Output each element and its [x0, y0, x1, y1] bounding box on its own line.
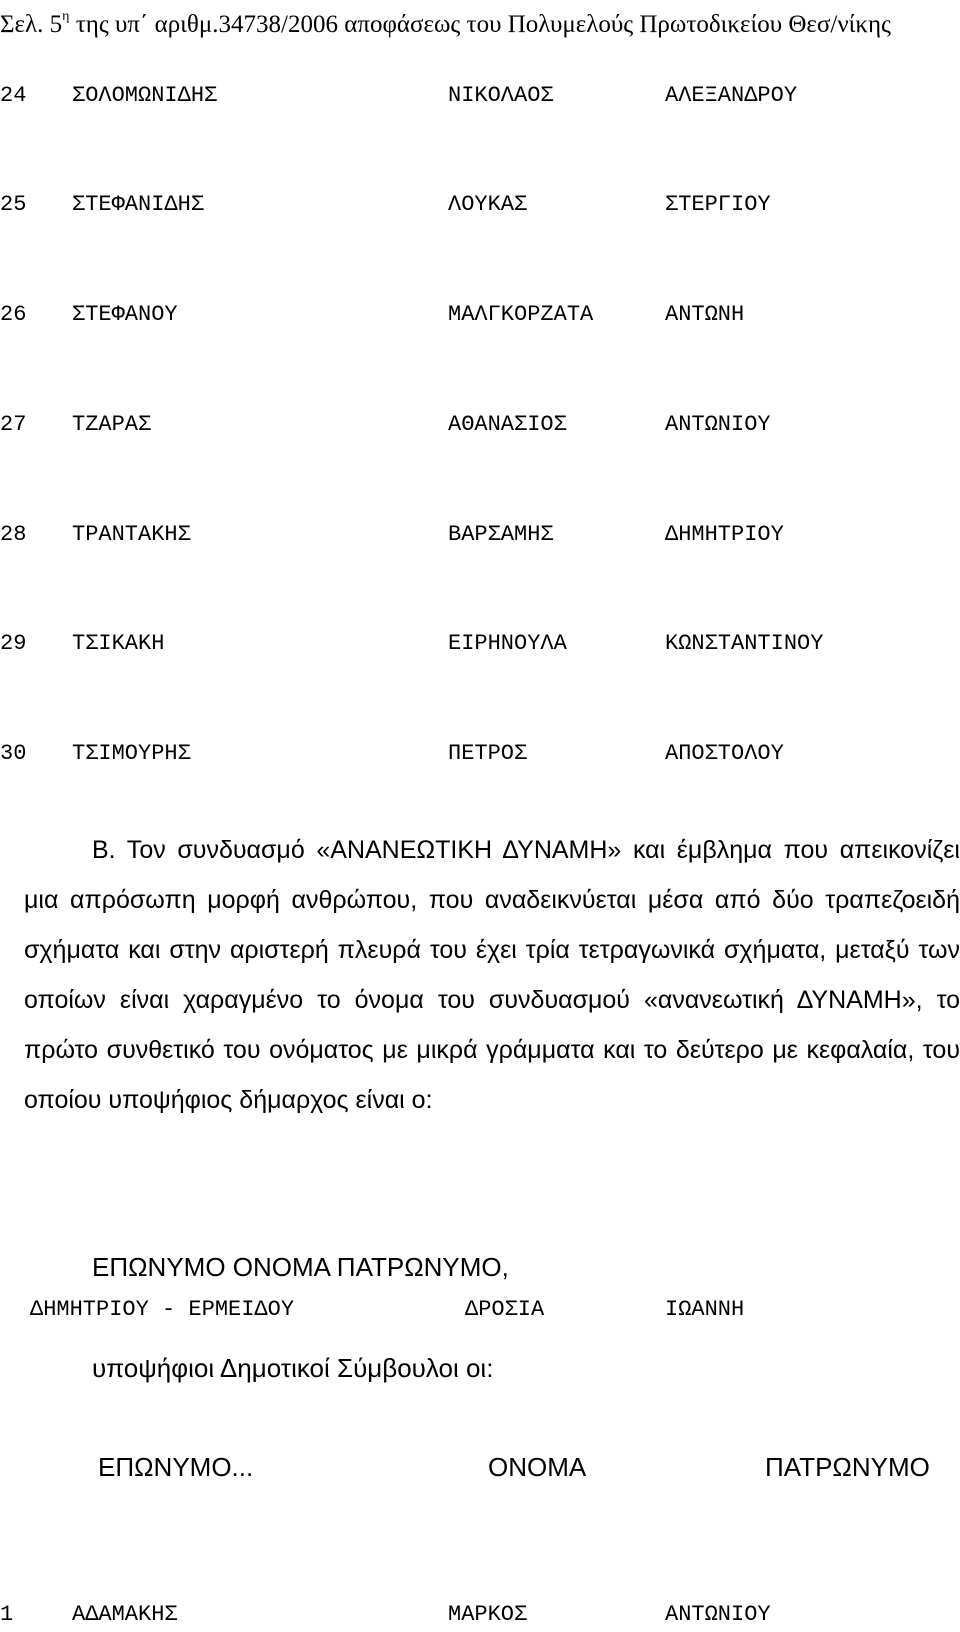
candidate-first-name: ΠΕΤΡΟΣ — [448, 741, 528, 766]
candidate-surname: ΣΤΕΦΑΝΙΔΗΣ — [72, 192, 205, 217]
candidate-row — [0, 410, 960, 440]
candidate-number: 24 — [0, 83, 27, 108]
candidate-father-name: ΑΛΕΞΑΝΔΡΟΥ — [665, 83, 798, 108]
candidate-first-name: ΛΟΥΚΑΣ — [448, 192, 528, 217]
candidate-number: 1 — [0, 1602, 14, 1627]
candidate-surname: ΣΤΕΦΑΝΟΥ — [72, 302, 178, 327]
candidate-father-name: ΚΩΝΣΤΑΝΤΙΝΟΥ — [665, 631, 824, 656]
mayor-row — [0, 1295, 960, 1325]
candidate-father-name: ΣΤΕΡΓΙΟΥ — [665, 192, 771, 217]
candidate-surname: ΤΣΙΜΟΥΡΗΣ — [72, 741, 191, 766]
header-superscript: η — [62, 9, 70, 24]
mayor-surname: ΔΗΜΗΤΡΙΟΥ - ΕΡΜΕΙΔΟΥ — [30, 1297, 295, 1322]
mayor-first-name: ΔΡΟΣΙΑ — [465, 1297, 545, 1322]
candidate-first-name: ΜΑΡΚΟΣ — [448, 1602, 528, 1627]
candidate-number: 28 — [0, 522, 27, 547]
column-header-first-name: ΟΝΟΜΑ — [488, 1452, 587, 1482]
candidate-number: 30 — [0, 741, 27, 766]
candidate-row — [0, 739, 960, 769]
candidate-row — [0, 629, 960, 659]
candidate-number: 29 — [0, 631, 27, 656]
candidate-first-name: ΒΑΡΣΑΜΗΣ — [448, 522, 554, 547]
candidate-father-name: ΔΗΜΗΤΡΙΟΥ — [665, 522, 784, 547]
candidate-row — [0, 81, 960, 111]
candidate-number: 27 — [0, 412, 27, 437]
candidate-surname: ΤΖΑΡΑΣ — [72, 412, 152, 437]
candidate-row — [0, 300, 960, 330]
coalition-paragraph: Β. Τον συνδυασμό «ΑΝΑΝΕΩΤΙΚΗ ΔΥΝΑΜΗ» και έμβλημα που απεικονίζει μια απρόσωπη μορφή ανθρώπου, που αναδεικνύεται μέσα από δύο τραπεζοειδή σχήματα και στην αριστερή πλευρά του έχει τρία τετραγωνικά σχήματα, μεταξύ των οποίων είναι χαραγμένο το όνομα του συνδυασμού «ανανεωτική ΔΥΝΑΜΗ», το πρώτο συνθετικό του ονόματος με μικρά γράμματα και το δεύτερο με κεφαλαία, του οποίου υποψήφιος δήμαρχος είναι ο: — [24, 836, 960, 1114]
mayor-father-name: ΙΩΑΝΝΗ — [665, 1297, 745, 1322]
mayor-column-headers: ΕΠΩΝΥΜΟ ΟΝΟΜΑ ΠΑΤΡΩΝΥΜΟ, — [92, 1252, 509, 1282]
candidate-first-name: ΜΑΛΓΚΟΡΖΑΤΑ — [448, 302, 594, 327]
candidate-father-name: ΑΝΤΩΝΙΟΥ — [665, 1602, 771, 1627]
candidate-row — [0, 1600, 960, 1630]
candidate-father-name: ΑΠΟΣΤΟΛΟΥ — [665, 741, 784, 766]
candidate-row — [0, 520, 960, 550]
candidate-number: 26 — [0, 302, 27, 327]
column-header-father-name: ΠΑΤΡΩΝΥΜΟ — [765, 1452, 930, 1482]
page-header — [0, 2, 960, 40]
candidate-surname: ΑΔΑΜΑΚΗΣ — [72, 1602, 178, 1627]
candidate-surname: ΤΡΑΝΤΑΚΗΣ — [72, 522, 191, 547]
header-text: της υπ΄ αριθμ.34738/2006 αποφάσεως του Πολυμελούς Πρωτοδικείου Θεσ/νίκης — [69, 11, 891, 38]
councillors-label: υποψήφιοι Δημοτικοί Σύμβουλοι οι: — [92, 1353, 494, 1383]
candidate-father-name: ΑΝΤΩΝΙΟΥ — [665, 412, 771, 437]
header-prefix: Σελ. 5 — [0, 11, 63, 38]
candidate-row — [0, 190, 960, 220]
candidate-first-name: ΝΙΚΟΛΑΟΣ — [448, 83, 554, 108]
candidate-first-name: ΕΙΡΗΝΟΥΛΑ — [448, 631, 567, 656]
column-header-surname: ΕΠΩΝΥΜΟ... — [98, 1452, 254, 1482]
candidate-surname: ΤΣΙΚΑΚΗ — [72, 631, 165, 656]
candidate-surname: ΣΟΛΟΜΩΝΙΔΗΣ — [72, 83, 218, 108]
candidate-number: 25 — [0, 192, 27, 217]
candidate-father-name: ΑΝΤΩΝΗ — [665, 302, 745, 327]
candidate-first-name: ΑΘΑΝΑΣΙΟΣ — [448, 412, 567, 437]
